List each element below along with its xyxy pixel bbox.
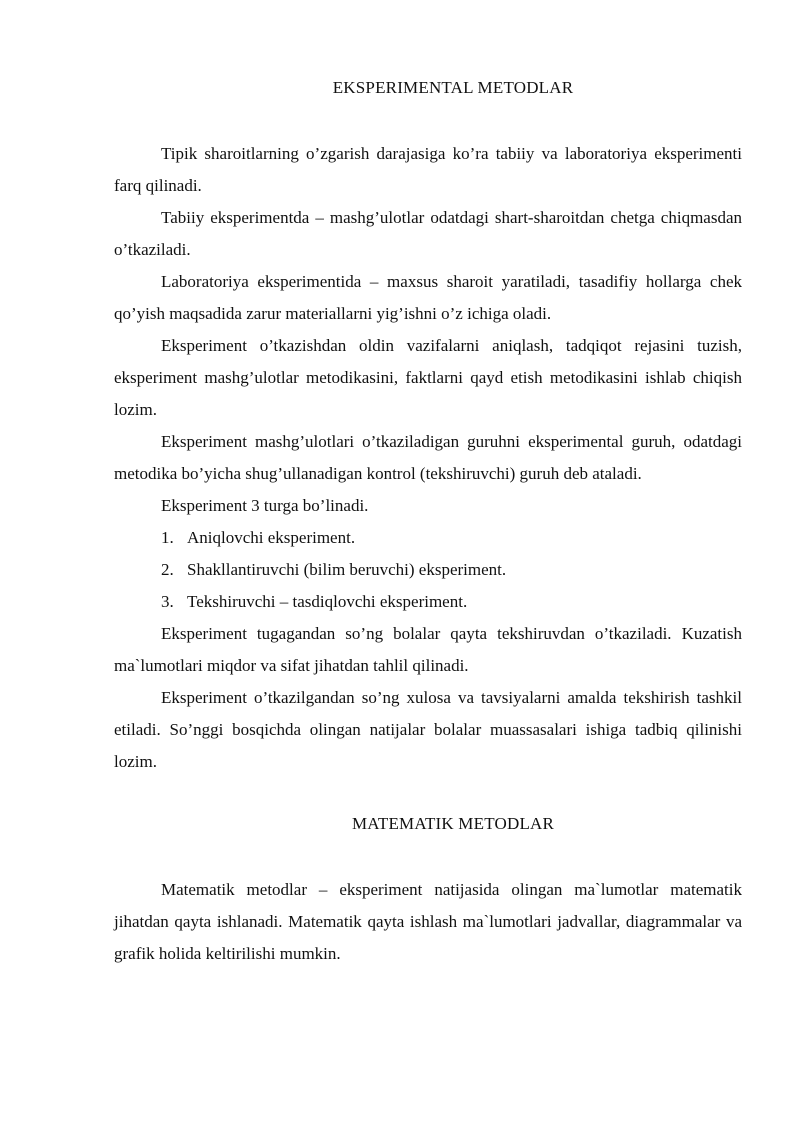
spacer <box>114 104 742 138</box>
paragraph-conclusions: Eksperiment o’tkazilgandan so’ng xulosa va tavsiyalarni amalda tekshirish tashkil etiladi. So’nggi bosqichda olingan natijalar bolalar muassasalari ishiga tadbiq qilinishi lozim. <box>114 688 742 771</box>
spacer <box>114 778 742 808</box>
paragraph-experiment-types: Tipik sharoitlarning o’zgarish darajasiga ko’ra tabiiy va laboratoriya eksperimenti farq qilinadi. <box>114 144 742 195</box>
section-title-mathematical-methods: MATEMATIK METODLAR <box>351 814 555 833</box>
paragraph-after-experiment: Eksperiment tugagandan so’ng bolalar qayta tekshiruvdan o’tkaziladi. Kuzatish ma`lumotlari miqdor va sifat jihatdan tahlil qilinadi. <box>114 624 742 675</box>
list-item-text: Shakllantiruvchi (bilim beruvchi) eksperiment. <box>187 560 507 579</box>
experiment-kinds-list <box>114 522 742 618</box>
list-item-number: 3. <box>161 592 174 611</box>
paragraph-natural-experiment: Tabiiy eksperimentda – mashg’ulotlar odatdagi shart-sharoitdan chetga chiqmasdan o’tkaziladi. <box>114 208 742 259</box>
section-title-experimental-methods: EKSPERIMENTAL METODLAR <box>332 78 574 97</box>
paragraph-experiment-preparation: Eksperiment o’tkazishdan oldin vazifalarni aniqlash, tadqiqot rejasini tuzish, eksperiment mashg’ulotlar metodikasini, faktlarni qayd etish metodikasini ishlab chiqish lozim. <box>114 336 742 419</box>
list-item-number: 1. <box>161 528 174 547</box>
document-page <box>114 72 742 970</box>
paragraph-experiment-kinds-intro: Eksperiment 3 turga bo’linadi. <box>161 496 369 515</box>
list-item-text: Tekshiruvchi – tasdiqlovchi eksperiment. <box>187 592 468 611</box>
list-item-number: 2. <box>161 560 174 579</box>
list-item-text: Aniqlovchi eksperiment. <box>187 528 356 547</box>
list-item <box>114 522 742 554</box>
paragraph-laboratory-experiment: Laboratoriya eksperimentida – maxsus sharoit yaratiladi, tasadifiy hollarga chek qo’yish maqsadida zarur materiallarni yig’ishni o’z ichiga oladi. <box>114 272 742 323</box>
spacer <box>114 840 742 874</box>
paragraph-experimental-group: Eksperiment mashg’ulotlari o’tkaziladigan guruhni eksperimental guruh, odatdagi metodika bo’yicha shug’ullanadigan kontrol (tekshiruvchi) guruh deb ataladi. <box>114 432 742 483</box>
paragraph-mathematical-methods: Matematik metodlar – eksperiment natijasida olingan ma`lumotlar matematik jihatdan qayta ishlanadi. Matematik qayta ishlash ma`lumotlari jadvallar, diagrammalar va grafik holida keltirilishi mumkin. <box>114 880 742 963</box>
list-item <box>114 554 742 586</box>
list-item <box>114 586 742 618</box>
